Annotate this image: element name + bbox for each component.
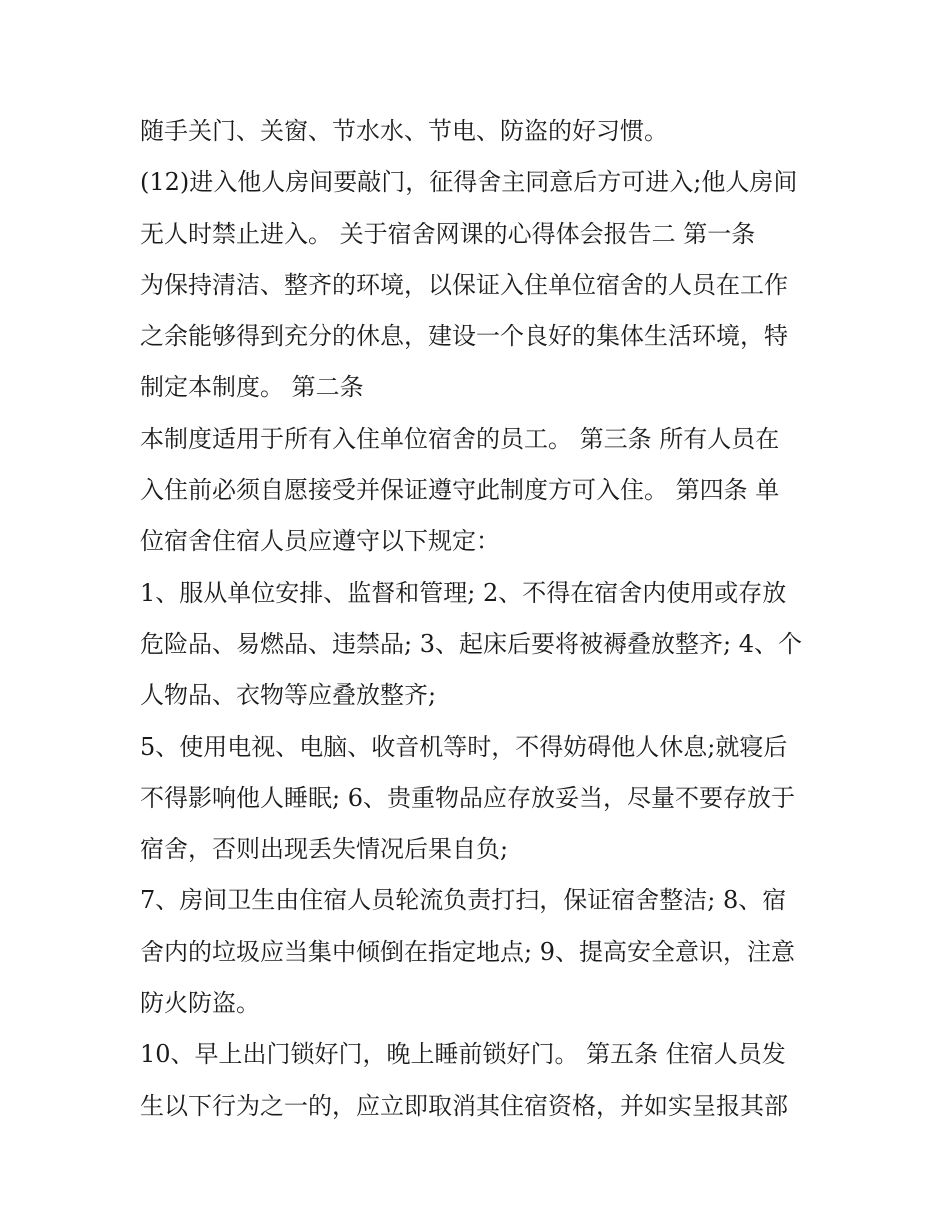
text-line-11: 危险品、易燃品、违禁品; 3、起床后要将被褥叠放整齐; 4、个 xyxy=(140,629,802,658)
text-line-19: 10、早上出门锁好门，晚上睡前锁好门。 第五条 住宿人员发 xyxy=(140,1040,786,1069)
text-line-10: 1、服从单位安排、监督和管理; 2、不得在宿舍内使用或存放 xyxy=(140,578,787,607)
text-line-7: 本制度适用于所有入住单位宿舍的员工。 第三条 所有人员在 xyxy=(140,424,780,453)
text-line-20: 生以下行为之一的，应立即取消其住宿资格，并如实呈报其部 xyxy=(140,1091,788,1120)
text-line-9: 位宿舍住宿人员应遵守以下规定： xyxy=(140,527,500,556)
text-line-6: 制定本制度。 第二条 xyxy=(140,373,364,402)
text-line-2: (12)进入他人房间要敲门，征得舍主同意后方可进入;他人房间 xyxy=(140,168,798,197)
text-line-17: 舍内的垃圾应当集中倾倒在指定地点; 9、提高安全意识，注意 xyxy=(140,937,795,966)
text-line-4: 为保持清洁、整齐的环境，以保证入住单位宿舍的人员在工作 xyxy=(140,270,788,299)
text-line-1: 随手关门、关窗、节水水、节电、防盗的好习惯。 xyxy=(140,117,668,145)
text-line-8: 入住前必须自愿接受并保证遵守此制度方可入住。 第四条 单 xyxy=(140,476,780,505)
text-line-5: 之余能够得到充分的休息，建设一个良好的集体生活环境，特 xyxy=(140,322,788,351)
text-line-16: 7、房间卫生由住宿人员轮流负责打扫，保证宿舍整洁; 8、宿 xyxy=(140,886,787,915)
text-line-14: 不得影响他人睡眠; 6、贵重物品应存放妥当，尽量不要存放于 xyxy=(140,783,795,812)
document-body xyxy=(140,106,820,1132)
text-line-3: 无人时禁止进入。 关于宿舍网课的心得体会报告二 第一条 xyxy=(140,219,756,248)
text-line-12: 人物品、衣物等应叠放整齐; xyxy=(140,681,437,710)
text-line-15: 宿舍，否则出现丢失情况后果自负; xyxy=(140,835,509,864)
text-line-13: 5、使用电视、电脑、收音机等时，不得妨碍他人休息;就寝后 xyxy=(140,732,788,761)
text-line-18: 防火防盗。 xyxy=(140,989,260,1018)
